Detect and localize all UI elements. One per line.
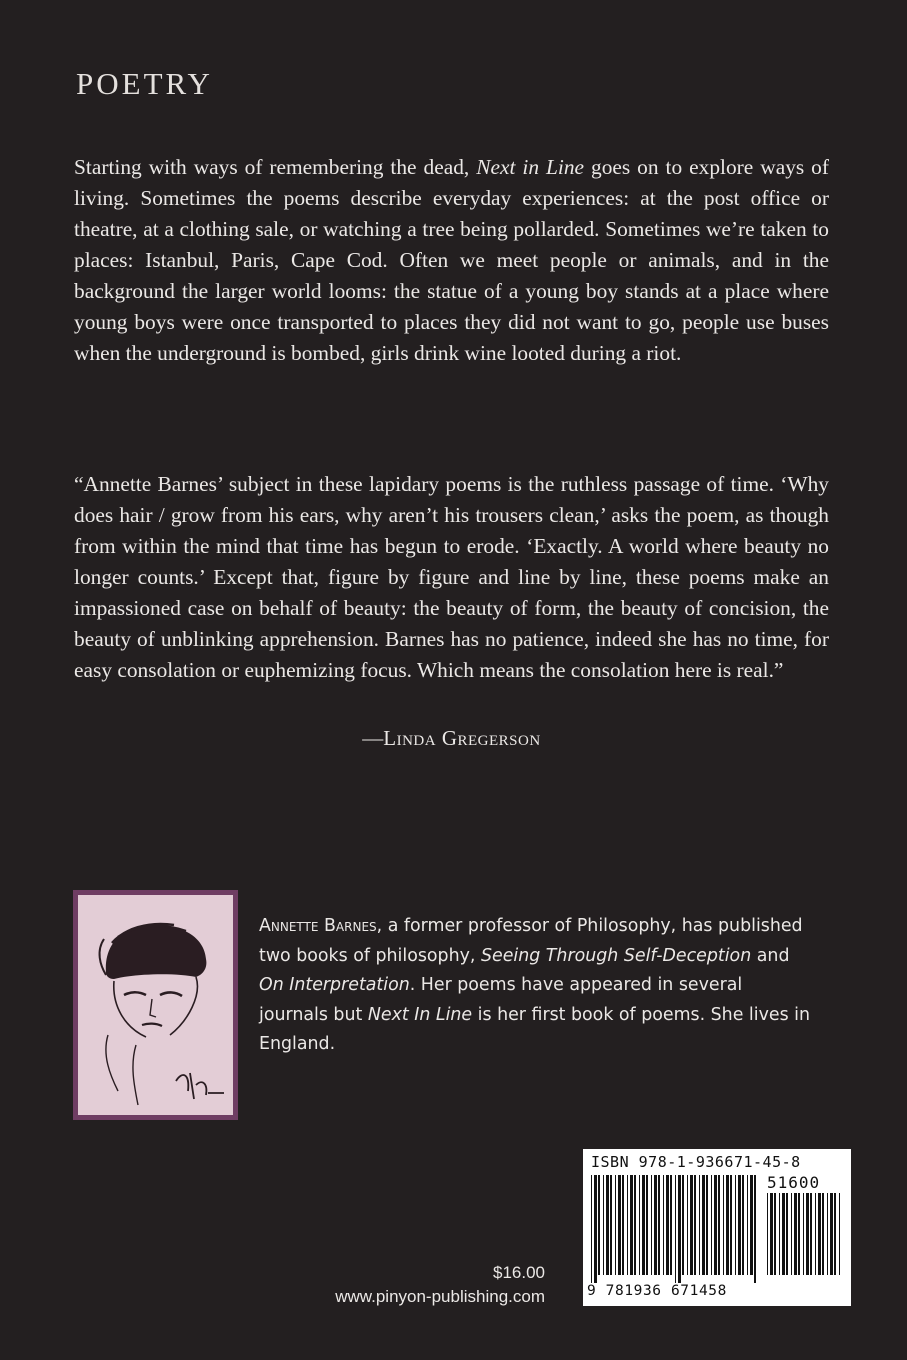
barcode-bar (699, 1175, 700, 1275)
barcode-bars-addon (767, 1193, 843, 1283)
barcode-bar (618, 1175, 621, 1275)
bio-book-2: On Interpretation (259, 975, 410, 995)
attribution-dash: — (362, 726, 384, 750)
barcode-bar (654, 1175, 657, 1275)
description-text-1: Starting with ways of remembering the dead, (74, 155, 477, 179)
barcode-bar (810, 1193, 812, 1275)
barcode-bar (603, 1175, 604, 1275)
barcode-bar (675, 1175, 676, 1283)
barcode-bar (622, 1175, 624, 1275)
barcode-bar (730, 1175, 732, 1275)
barcode-bar (706, 1175, 708, 1275)
publisher-website: www.pinyon-publishing.com (335, 1287, 545, 1306)
barcode-bar (723, 1175, 724, 1275)
barcode-bar (714, 1175, 717, 1275)
barcode-bar (702, 1175, 705, 1275)
barcode-bar (615, 1175, 616, 1275)
bio-text-4: is her first book of poems. She lives in England. (259, 1004, 811, 1054)
barcode-bar (634, 1175, 636, 1275)
barcode-bar (738, 1175, 741, 1275)
review-blurb: “Annette Barnes’ subject in these lapidary poems is the ruthless passage of time. ‘Why does hair / grow from his ears, why aren’t his trousers clean,’ asks the poem, as though from within the mind that time has begun to erode. ‘Exactly. A world where beauty no longer counts.’ Except that, figure by figure and line by line, these poems make an impassioned case on behalf of beauty: the beauty of form, the beauty of concision, the beauty of unblinking apprehension. Barnes has no patience, indeed she has no time, for easy consolation or euphemizing focus. Which means the consolation here is real.” (74, 472, 829, 682)
barcode-bar (666, 1175, 669, 1275)
barcode-bar (627, 1175, 628, 1275)
description-text-2: goes on to explore ways of living. Sometimes the poems describe everyday experiences: at the post office or theatre, at a clothing sale, or watching a tree being pollarded. Sometimes we’re taken to places: Istanbul, Paris, Cape Cod. Often we meet people or animals, and in the background the larger world looms: the statue of a young boy stands at a place where young boys were once transported to places they did not want to go, people use buses when the underground is bombed, girls drink wine looted during a riot. (74, 155, 830, 365)
barcode-bar (678, 1175, 681, 1283)
isbn-number: ISBN 978-1-936671-45-8 (591, 1153, 801, 1171)
barcode-bar (834, 1193, 836, 1275)
barcode-bar (786, 1193, 788, 1275)
bio-text-3: . Her poems have appeared in several journals but (259, 975, 743, 1025)
barcode-bar (770, 1193, 773, 1275)
attribution-name: Linda Gregerson (383, 726, 541, 750)
bio-book-1: Seeing Through Self-Deception (480, 945, 752, 966)
barcode-bar (646, 1175, 648, 1275)
barcode-bar (610, 1175, 612, 1275)
author-name: Annette Barnes (259, 916, 377, 936)
barcode-bar (639, 1175, 640, 1275)
barcode-bar (827, 1193, 828, 1275)
barcode-bar (735, 1175, 736, 1275)
barcode-bar (663, 1175, 664, 1275)
barcode-bar (718, 1175, 720, 1275)
barcode-bar (598, 1175, 600, 1275)
barcode-bar (774, 1193, 776, 1275)
barcode-bar (747, 1175, 748, 1275)
book-title: Next in Line (476, 155, 585, 179)
bio-book-3: Next In Line (367, 1004, 473, 1025)
author-portrait (73, 890, 238, 1120)
barcode-bar (818, 1193, 821, 1275)
book-description (74, 152, 829, 369)
barcode-bar (591, 1175, 592, 1283)
barcode-bar (742, 1175, 744, 1275)
barcode-bar (798, 1193, 800, 1275)
blurb-attribution (74, 726, 829, 751)
barcode-bar (642, 1175, 645, 1275)
barcode-bar (750, 1175, 753, 1275)
barcode-bar (694, 1175, 696, 1275)
barcode-bar (815, 1193, 816, 1275)
barcode-bar (767, 1193, 768, 1275)
barcode-bar (670, 1175, 672, 1275)
genre-label: POETRY (76, 66, 213, 101)
barcode-bar (658, 1175, 660, 1275)
barcode-bar (726, 1175, 729, 1275)
barcode-bar (782, 1193, 785, 1275)
barcode-price-code: 51600 (767, 1173, 821, 1192)
barcode-bar (682, 1175, 684, 1275)
barcode-bar (779, 1193, 780, 1275)
barcode-digits: 9 781936 671458 (587, 1283, 727, 1299)
barcode-bar (711, 1175, 712, 1275)
barcode-bar (806, 1193, 809, 1275)
isbn-barcode (583, 1149, 851, 1306)
barcode-bar (791, 1193, 792, 1275)
barcode-bar (594, 1175, 597, 1283)
price-label: $16.00 (493, 1263, 545, 1282)
barcode-bar (606, 1175, 609, 1275)
barcode-bar (754, 1175, 756, 1283)
portrait-sketch-icon (78, 895, 233, 1115)
author-bio (259, 912, 811, 1060)
barcode-bar (630, 1175, 633, 1275)
barcode-bar (687, 1175, 688, 1275)
barcode-bar (822, 1193, 824, 1275)
bio-text-2: and (751, 945, 790, 966)
bio-text-1: , a former professor of Philosophy, has published two books of philosophy, (259, 916, 803, 966)
barcode-bar (651, 1175, 652, 1275)
barcode-bar (839, 1193, 840, 1275)
barcode-bars-main (591, 1175, 761, 1283)
barcode-bar (803, 1193, 804, 1275)
barcode-bar (690, 1175, 693, 1275)
barcode-bar (794, 1193, 797, 1275)
barcode-bar (830, 1193, 833, 1275)
